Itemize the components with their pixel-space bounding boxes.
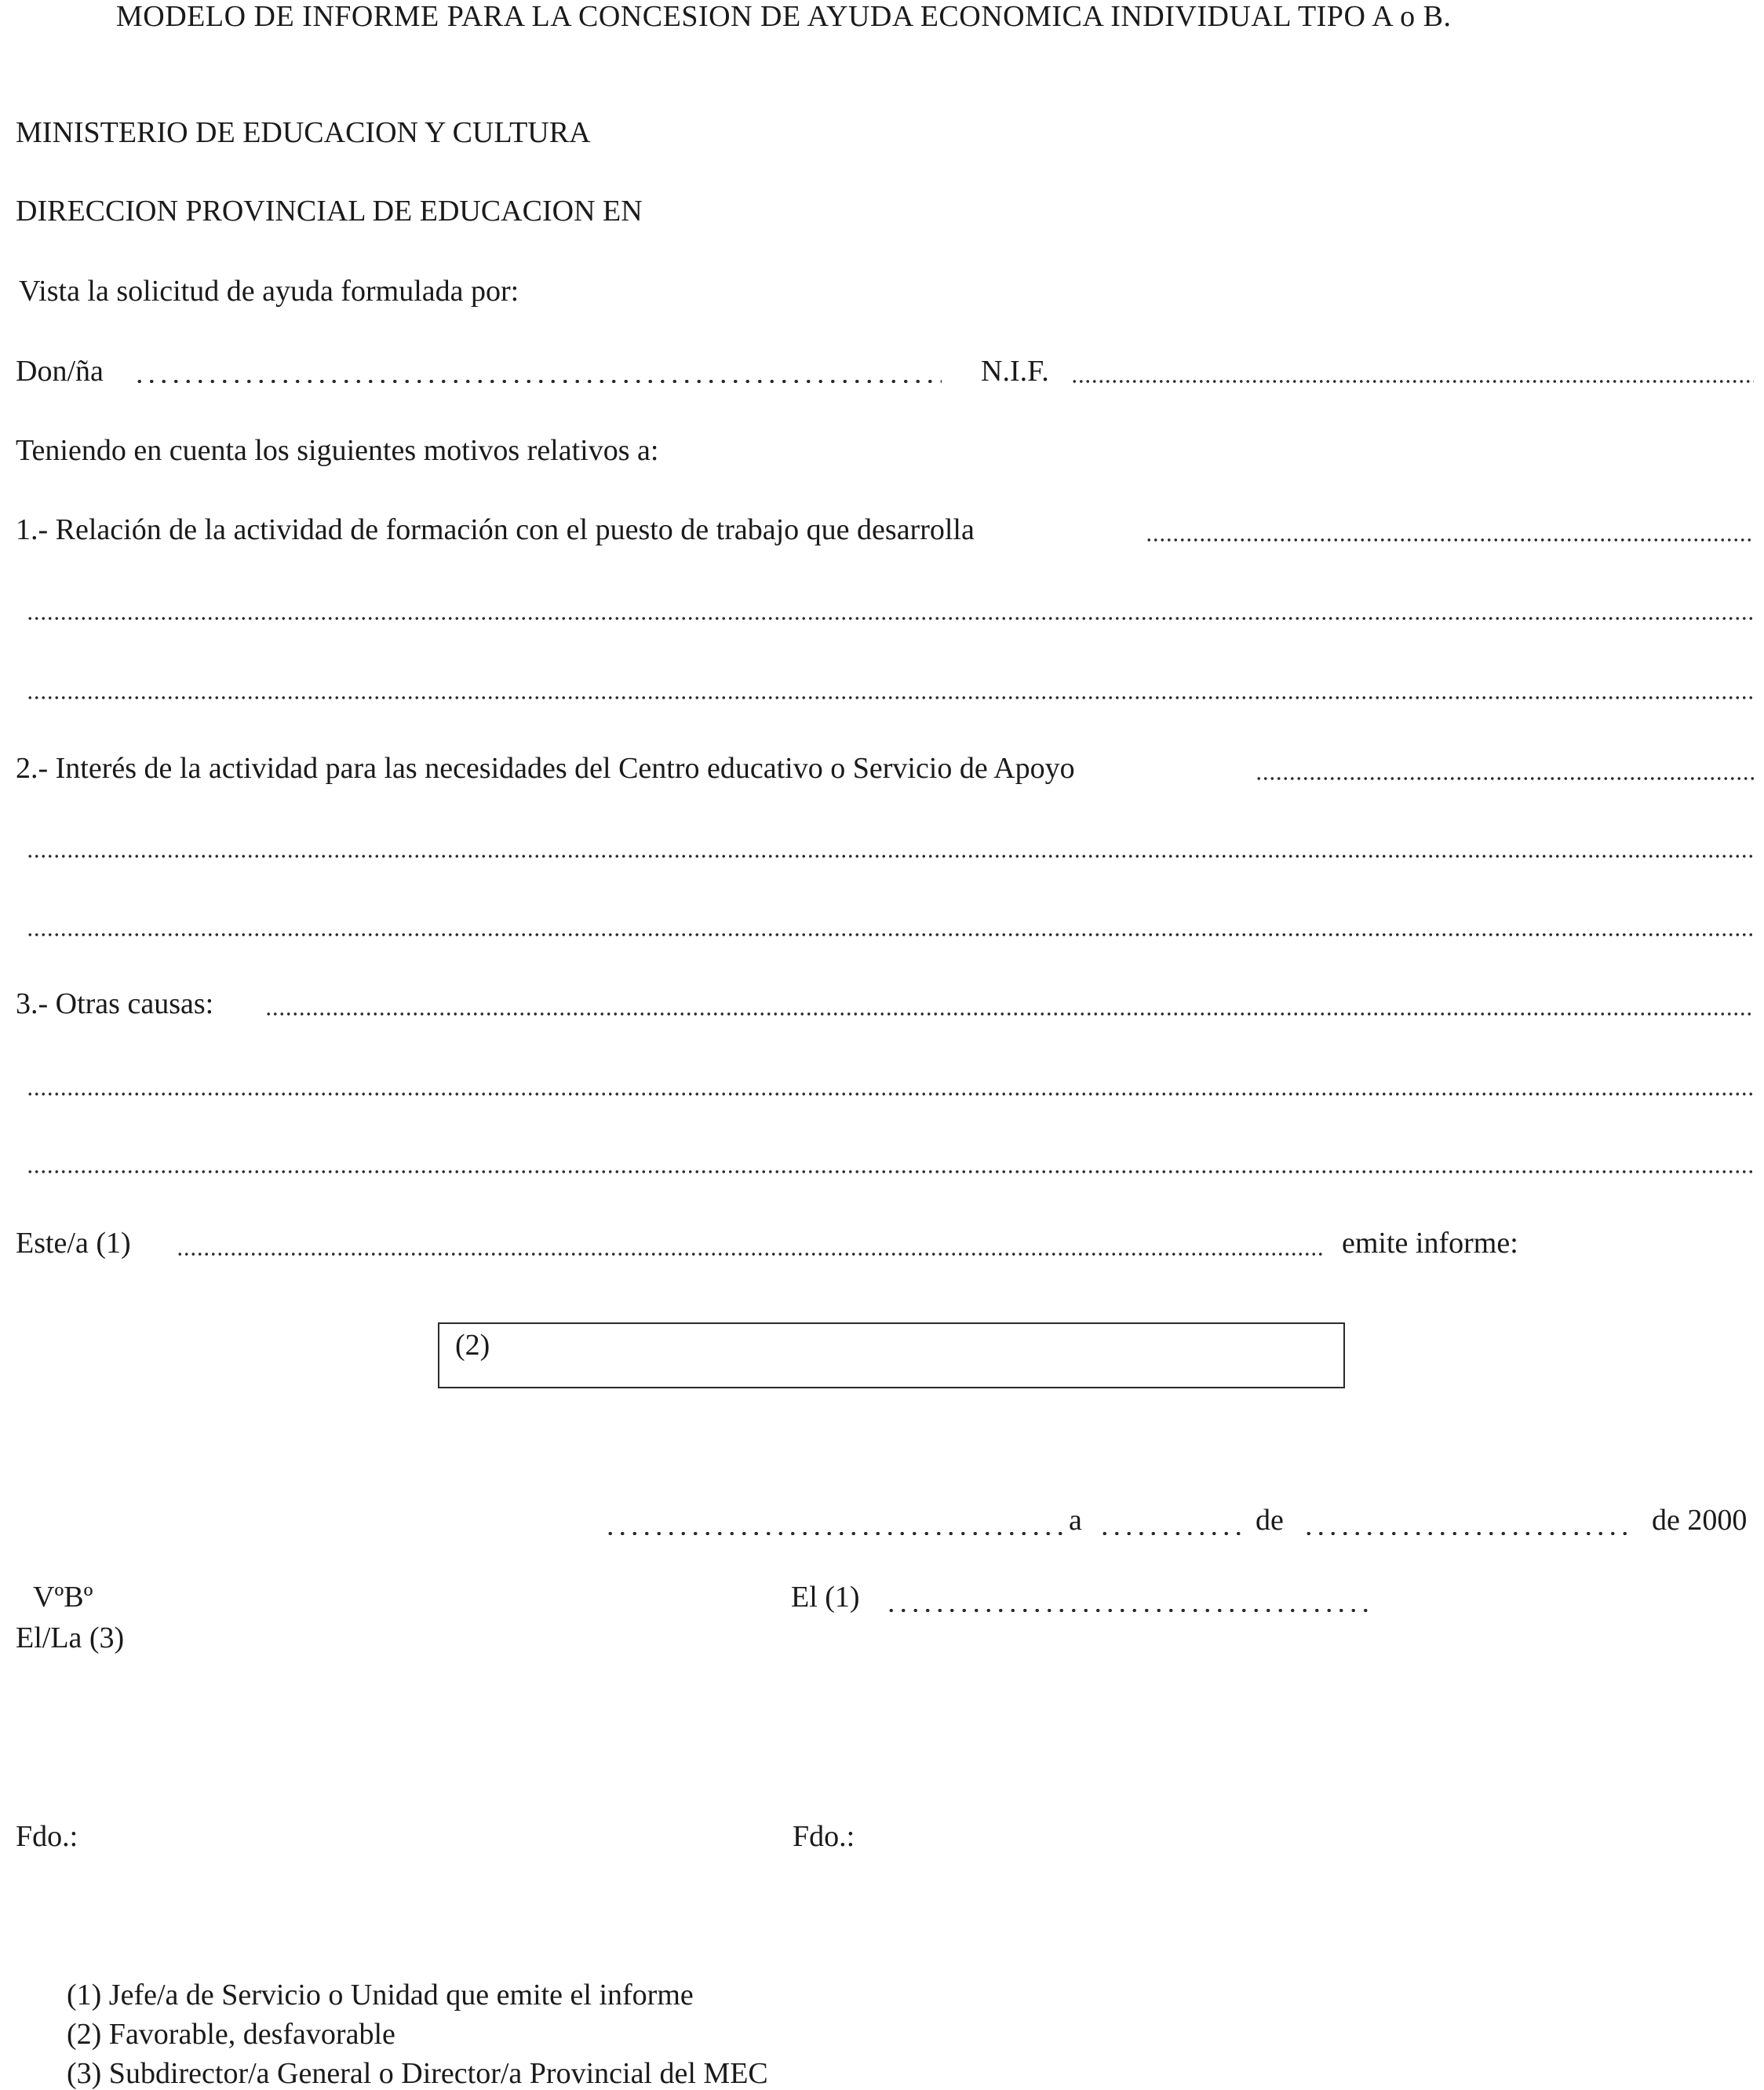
issuer-role: El (1) [791, 1581, 860, 1614]
motive-2-label: 2.- Interés de la actividad para las necesidades del Centro educativo o Servicio de Apoyo [16, 753, 1078, 783]
place-field[interactable] [604, 1532, 1063, 1535]
nif-label: N.I.F. [981, 355, 1049, 388]
decision-box-label: (2) [455, 1329, 490, 1362]
intro-text: Vista la solicitud de ayuda formulada por: [19, 275, 519, 308]
motive-3-label: 3.- Otras causas: [16, 989, 217, 1019]
motive-1-field[interactable] [1146, 538, 1754, 542]
footnote-2: (2) Favorable, desfavorable [67, 2018, 395, 2051]
motive-2-line-2[interactable] [27, 855, 1753, 858]
date-a-label: a [1069, 1504, 1082, 1537]
issuer-field[interactable] [885, 1609, 1372, 1612]
footnote-3: (3) Subdirector/a General o Director/a Provincial del MEC [67, 2057, 768, 2090]
motive-3-line-2[interactable] [27, 1092, 1753, 1096]
date-de-label: de [1256, 1504, 1284, 1537]
report-prefix: Este/a (1) [16, 1227, 131, 1260]
month-field[interactable] [1303, 1532, 1632, 1535]
decision-box[interactable] [438, 1322, 1345, 1388]
motive-3-line-3[interactable] [27, 1170, 1753, 1173]
motive-1-line-2[interactable] [27, 617, 1753, 620]
issuer-signature-label: Fdo.: [793, 1820, 855, 1853]
motives-intro: Teniendo en cuenta los siguientes motivos relativos a: [16, 434, 659, 467]
approval-signature-label: Fdo.: [16, 1820, 78, 1853]
motive-1-label: 1.- Relación de la actividad de formación con el puesto de trabajo que desarrolla [16, 515, 979, 545]
motive-3-field[interactable] [265, 1012, 1754, 1016]
approval-title: VºBº [33, 1581, 93, 1614]
document-title: MODELO DE INFORME PARA LA CONCESION DE AYUDA ECONOMICA INDIVIDUAL TIPO A o B. [116, 0, 1452, 33]
footnote-1: (1) Jefe/a de Servicio o Unidad que emite el informe [67, 1979, 694, 2012]
day-field[interactable] [1099, 1532, 1244, 1535]
ministry-heading: MINISTERIO DE EDUCACION Y CULTURA [16, 116, 591, 149]
nif-field[interactable] [1071, 380, 1754, 383]
motive-2-field[interactable] [1256, 777, 1754, 780]
name-label: Don/ña [16, 355, 104, 388]
name-field[interactable] [133, 380, 942, 383]
direction-heading: DIRECCION PROVINCIAL DE EDUCACION EN [16, 195, 643, 228]
report-suffix: emite informe: [1342, 1227, 1518, 1260]
approval-role: El/La (3) [16, 1621, 125, 1654]
date-year: de 2000 [1652, 1504, 1748, 1537]
report-issuer-field[interactable] [177, 1253, 1322, 1256]
motive-1-line-3[interactable] [27, 696, 1753, 699]
motive-2-line-3[interactable] [27, 933, 1753, 936]
